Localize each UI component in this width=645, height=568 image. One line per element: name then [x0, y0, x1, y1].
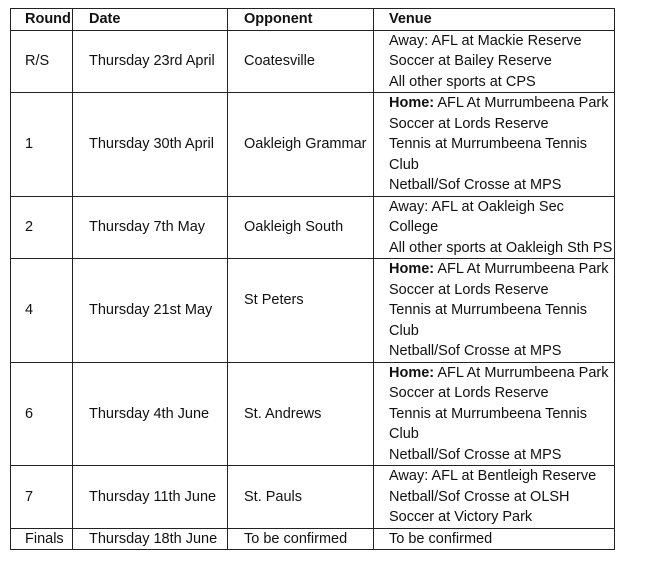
- date-cell: Thursday 11th June: [73, 466, 228, 529]
- venue-text: Netball/Sof Crosse at MPS: [389, 343, 562, 359]
- date-cell: Thursday 21st May: [73, 259, 228, 363]
- venue-line: [389, 259, 614, 280]
- table-row: [11, 30, 615, 93]
- venue-home-label: Home:: [389, 364, 435, 381]
- opponent-cell: To be confirmed: [228, 528, 374, 550]
- venue-line: [389, 363, 614, 384]
- table-row: [11, 466, 615, 529]
- venue-line: [389, 300, 614, 321]
- venue-line: [389, 175, 614, 196]
- venue-text: Tennis at Murrumbeena Tennis: [389, 405, 588, 422]
- table-row: [11, 362, 615, 466]
- venue-text: Soccer at Lords Reserve: [389, 385, 549, 401]
- venue-cell: [374, 528, 615, 550]
- venue-text: Club: [389, 426, 419, 442]
- venue-cell: [374, 466, 615, 529]
- venue-text: All other sports at CPS: [389, 73, 536, 90]
- venue-text: Away: AFL at Oakleigh Sec: [389, 198, 564, 215]
- venue-text: Soccer at Lords Reserve: [389, 281, 549, 298]
- header-row: [11, 9, 615, 31]
- opponent-cell: Coatesville: [228, 30, 374, 93]
- venue-text: AFL At Murrumbeena Park: [434, 364, 609, 381]
- venue-text: Tennis at Murrumbeena Tennis: [389, 302, 588, 318]
- round-cell: R/S: [11, 30, 73, 93]
- venue-text: Netball/Sof Crosse at MPS: [389, 446, 562, 463]
- venue-line: [389, 31, 614, 52]
- table-row: [11, 259, 615, 363]
- venue-line: [389, 114, 614, 135]
- date-cell: Thursday 18th June: [73, 528, 228, 550]
- venue-line: [389, 487, 614, 508]
- venue-cell: [374, 30, 615, 93]
- venue-text: Away: AFL at Mackie Reserve: [389, 32, 582, 49]
- round-cell: 7: [11, 466, 73, 529]
- venue-text: To be confirmed: [389, 530, 493, 547]
- table-row: [11, 93, 615, 197]
- header-date: Date: [73, 9, 228, 31]
- round-cell: 1: [11, 93, 73, 197]
- venue-text: Club: [389, 156, 419, 173]
- venue-text: Soccer at Victory Park: [389, 509, 533, 525]
- venue-line: [389, 93, 614, 114]
- venue-line: [389, 238, 614, 259]
- date-cell: Thursday 4th June: [73, 362, 228, 466]
- round-cell: 4: [11, 259, 73, 363]
- venue-cell: [374, 259, 615, 363]
- venue-line: [389, 404, 614, 425]
- venue-line: [389, 445, 614, 466]
- opponent-cell: St Peters: [228, 259, 374, 363]
- venue-cell: [374, 196, 615, 259]
- venue-line: [389, 217, 614, 238]
- round-cell: Finals: [11, 528, 73, 550]
- opponent-cell: Oakleigh South: [228, 196, 374, 259]
- opponent-cell: Oakleigh Grammar: [228, 93, 374, 197]
- venue-line: [389, 72, 614, 93]
- date-cell: Thursday 7th May: [73, 196, 228, 259]
- venue-line: [389, 197, 614, 218]
- header-opponent: Opponent: [228, 9, 374, 31]
- venue-text: College: [389, 219, 439, 235]
- venue-cell: [374, 93, 615, 197]
- table-body: [11, 30, 615, 550]
- venue-text: Away: AFL at Bentleigh Reserve: [389, 468, 597, 484]
- venue-line: [389, 466, 614, 487]
- venue-text: Netball/Sof Crosse at MPS: [389, 177, 562, 193]
- venue-line: [389, 424, 614, 445]
- date-cell: Thursday 30th April: [73, 93, 228, 197]
- venue-line: [389, 341, 614, 362]
- venue-line: [389, 529, 614, 550]
- venue-text: Soccer at Lords Reserve: [389, 115, 549, 132]
- opponent-cell: St. Pauls: [228, 466, 374, 529]
- venue-line: [389, 280, 614, 301]
- venue-text: Soccer at Bailey Reserve: [389, 53, 552, 69]
- header-venue: Venue: [374, 9, 615, 31]
- round-cell: 2: [11, 196, 73, 259]
- venue-line: [389, 383, 614, 404]
- venue-line: [389, 134, 614, 155]
- table-row: [11, 528, 615, 550]
- venue-line: [389, 507, 614, 528]
- table-row: [11, 196, 615, 259]
- header-round: Round: [11, 9, 73, 31]
- venue-text: AFL At Murrumbeena Park: [434, 261, 609, 277]
- opponent-cell: St. Andrews: [228, 362, 374, 466]
- venue-cell: [374, 362, 615, 466]
- round-cell: 6: [11, 362, 73, 466]
- venue-home-label: Home:: [389, 261, 435, 277]
- venue-line: [389, 321, 614, 342]
- venue-text: AFL At Murrumbeena Park: [434, 95, 609, 111]
- venue-text: Netball/Sof Crosse at OLSH: [389, 488, 570, 505]
- date-cell: Thursday 23rd April: [73, 30, 228, 93]
- venue-line: [389, 155, 614, 176]
- venue-home-label: Home:: [389, 95, 435, 111]
- venue-text: Club: [389, 322, 419, 339]
- fixture-table: [10, 8, 615, 550]
- venue-line: [389, 51, 614, 72]
- venue-text: All other sports at Oakleigh Sth PS: [389, 239, 613, 256]
- venue-text: Tennis at Murrumbeena Tennis: [389, 136, 588, 152]
